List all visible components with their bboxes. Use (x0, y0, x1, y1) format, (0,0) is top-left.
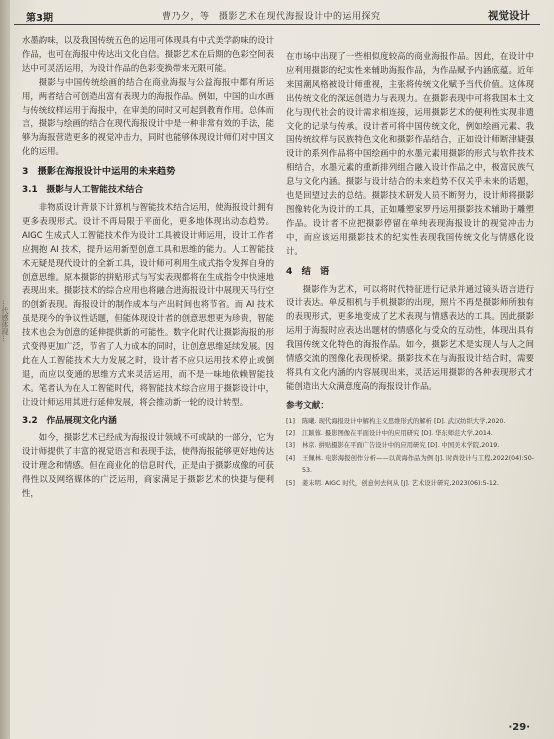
reference-number: [1] (286, 417, 295, 425)
reference-text: 陈曦. 现代海报设计中解构主义思维形式的解析 [D]. 武汉纺织大学,2020. (302, 417, 506, 425)
section-heading: 4 结 语 (286, 265, 330, 277)
paragraph: 摄影作为艺术，可以将时代特征进行记录并通过镜头语言进行设计表达。单反相机与手机摄影的出现，照片不再是摄影师所独有的表现形式，更多地变成了艺术表现与情感表达的工具。因此摄影运用于海报时应表达出题材的情感化与受众的互动性，体现出具有我国传统文化特色的海报作品。如今，摄影艺术是实现人与人之间情感交流的图像化表现桥梁。摄影技术在与海报设计结合时，需要将具有文化内涵的内容展现出来，灵活运用摄影的各种表现形式才能创造出大众满意度高的海报设计作品。 (286, 283, 534, 391)
journal-name: 视觉设计 (488, 10, 530, 22)
paragraph: 非物质设计背景下计算机与智能技术结合运用，使海报设计拥有更多表现形式。设计不再局限于平面化，更多地体现出动态趋势。AIGC 生成式人工智能技术作为设计工具被设计师运用，设计工作者应拥抱 AI 技术，提升运用新型创意工具和思维的能力。人工智能技术无疑是现代设计的全新工具，设计师可利用生成式指令发挥自身的创意思维。原本摄影的拼贴形式与写实表现都将在生成指令中快速地表现出来。摄影技术的综合应用也将融合进海报设计中展现天马行空的创新表现。海报设计的制作成本与产出时间也将节省。而 AI 技术虽是现今的争议性话题，但能体现设计者的创意思想更为珍贵，智能技术也会为创意的延伸提供新的可能性。数字化时代让摄影海报的形式变得更加广泛，节省了人力成本的同时，让创意思维延续发展。因此在人工智能技术大力发展之时，设计者不应只运用技术停止或倒退，而应以变通的思维方式来灵活运用，而不是一味地依赖智能技术。笔者认为在人工智能时代，将智能技术综合应用于摄影设计中，让设计师运用其进行延伸发展，将会推动新一轮的设计转型。 (22, 201, 274, 407)
reference-number: [2] (286, 430, 295, 438)
references-heading: 参考文献： (286, 400, 329, 411)
left-column (22, 34, 274, 501)
page-binding-shadow (0, 0, 10, 739)
reference-text: 江颖蓉. 摄影图像在平面设计中的应用研究 [D]. 华东师范大学,2014. (302, 430, 493, 438)
paragraph: 摄影与中国传统绘画的结合在商业海报与公益海报中都有所运用，两者结合可创造出富有表现力的海报作品。例如，中国的山水画与传统纹样运用于海报中，在审美的同时又可起到教育作用。总体而言，摄影与绘画的结合在现代海报设计中是一种非常有效的手法，能够为海报营造更多的视觉冲击力，同时也能够体现设计师们对中国文化的运用。 (22, 76, 274, 157)
margin-note: …代感体现… (1, 300, 9, 342)
reference-text: 王佩林. 电影海报创作分析——以黄海作品为例 [J]. 时尚设计与工程,2022(04):50-53. (302, 454, 534, 475)
reference-text: 姜未明. AIGC 时代，创意何去何从 [J]. 艺术设计研究,2023(06):5-12. (302, 479, 499, 487)
reference-number: [4] (286, 454, 295, 462)
issue-number: 第3期 (26, 13, 53, 24)
reference-item (286, 453, 534, 478)
references-list (286, 416, 534, 490)
paragraph: 水墨韵味，以及我国传统五色的运用可体现具有中式美学韵味的设计作品，也可在海报中传达出文化自信。摄影艺术在后期的色彩空间表达中可灵活运用，为设计作品的色彩变换带来无限可能。 (22, 35, 274, 73)
reference-number: [5] (286, 479, 295, 487)
subsection-heading: 3.1 摄影与人工智能技术结合 (22, 185, 144, 196)
reference-item (286, 440, 534, 452)
page-number: ·29· (508, 722, 530, 733)
running-title: 曹乃夕，等 摄影艺术在现代海报设计中的运用探究 (162, 12, 381, 22)
paragraph: 如今，摄影艺术已经成为海报设计领域不可或缺的一部分，它为设计师提供了丰富的视觉语言和表现手法，使得海报能够更好地传达设计理念和情感。但在商业化的信息时代，正是由于摄影成像的可获得性以及网络媒体的广泛运用，商家满足于摄影艺术的快捷与便利性， (22, 432, 274, 499)
right-column (286, 50, 534, 490)
subsection-heading: 3.2 作品展现文化内涵 (22, 415, 117, 426)
reference-item (286, 428, 534, 440)
reference-item (286, 416, 534, 428)
paragraph: 在市场中出现了一些相似度较高的商业海报作品。因此，在设计中应利用摄影的纪实性来辅助海报作品，为作品赋予内涵底蕴。近年来国潮风格被设计师重视，主张将传统文化赋予当代价值。这体现出传统文化的深远创造力与表现力。在摄影表现中可将我国本土文化与现代社会的设计需求相连接，运用摄影艺术的便利性实现非遗文化的记录与传承。设计者可将中国传统文化，例如绘画元素、我国传统纹样与民族特色文化和摄影作品结合，正如设计师断津婕强设计的系列作品将中国绘画中的水墨元素用摄影的形式与软件技术相结合，水墨元素的重新排列组合融入设计作品之中，极富民族气息与文化内涵。摄影与设计结合的未来趋势不仅关乎未来的话题，也是回望过去的总结。摄影技术研发人员不断努力，设计师将摄影图像转化为设计的工具，正如雕塑家罗丹运用摄影技术辅助于雕塑作品。设计者不应把摄影停留在单纯表现海报设计的视觉冲击力中，而应该运用摄影技术的纪实性表现我国传统文化与情感化设计。 (286, 51, 534, 256)
page-header (14, 8, 540, 25)
reference-text: 林京. 拼贴摄影在平面广告设计中的应用研究 [D]. 中国美术学院,2019. (302, 442, 500, 450)
section-heading: 3 摄影在海报设计中运用的未来趋势 (22, 166, 176, 178)
reference-item (286, 478, 534, 490)
reference-number: [3] (286, 442, 295, 450)
